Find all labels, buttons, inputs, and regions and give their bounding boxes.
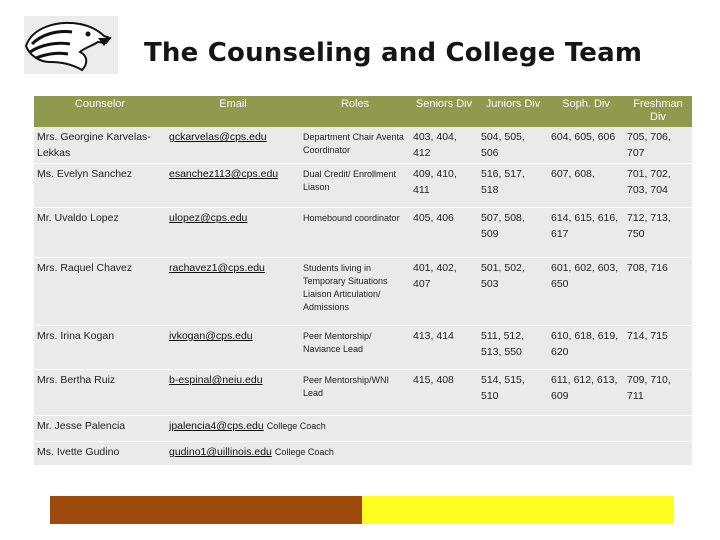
counseling-team-table xyxy=(34,96,692,466)
soph-cell: 611, 612, 613, 609 xyxy=(548,370,624,416)
counselor-name: Mr. Jesse Palencia xyxy=(34,416,166,442)
roles-cell: Dual Credit/ Enrollment Liason xyxy=(300,164,410,208)
table-row xyxy=(34,370,692,416)
seniors-cell: 403, 404, 412 xyxy=(410,127,478,164)
email-cell xyxy=(166,370,300,416)
coach-role: College Coach xyxy=(274,447,334,457)
email-cell xyxy=(166,127,300,164)
counselor-name: Ms. Ivette Gudino xyxy=(34,442,166,466)
coach-email-cell xyxy=(166,416,692,442)
juniors-cell: 516, 517, 518 xyxy=(478,164,548,208)
roles-cell: Homebound coordinator xyxy=(300,208,410,258)
header-freshman: Freshman Div xyxy=(624,96,692,127)
soph-cell: 614, 615, 616, 617 xyxy=(548,208,624,258)
footer-bar-yellow xyxy=(362,496,674,524)
email-link[interactable]: jpalencia4@cps.edu xyxy=(169,420,264,432)
email-link[interactable]: rachavez1@cps.edu xyxy=(169,262,265,274)
table-row xyxy=(34,326,692,370)
freshman-cell: 712, 713, 750 xyxy=(624,208,692,258)
table-row xyxy=(34,258,692,326)
header-roles: Roles xyxy=(300,96,410,127)
soph-cell: 607, 608, xyxy=(548,164,624,208)
email-cell xyxy=(166,258,300,326)
email-cell xyxy=(166,208,300,258)
juniors-cell: 501, 502, 503 xyxy=(478,258,548,326)
header-soph: Soph. Div xyxy=(548,96,624,127)
table-row xyxy=(34,127,692,164)
counselor-name: Mrs. Bertha Ruiz xyxy=(34,370,166,416)
table-row xyxy=(34,164,692,208)
juniors-cell: 504, 505, 506 xyxy=(478,127,548,164)
counselor-name: Ms. Evelyn Sanchez xyxy=(34,164,166,208)
table-row xyxy=(34,208,692,258)
eagle-logo-icon xyxy=(22,16,114,78)
table-row xyxy=(34,416,692,442)
seniors-cell: 415, 408 xyxy=(410,370,478,416)
seniors-cell: 401, 402, 407 xyxy=(410,258,478,326)
juniors-cell: 511, 512, 513, 550 xyxy=(478,326,548,370)
email-link[interactable]: gckarvelas@cps.edu xyxy=(169,131,267,143)
roles-cell: Students living in Temporary Situations Liaison Articulation/ Admissions xyxy=(300,258,410,326)
seniors-cell: 405, 406 xyxy=(410,208,478,258)
freshman-cell: 714, 715 xyxy=(624,326,692,370)
freshman-cell: 701, 702, 703, 704 xyxy=(624,164,692,208)
coach-role: College Coach xyxy=(266,421,326,431)
email-link[interactable]: esanchez113@cps.edu xyxy=(169,168,279,180)
freshman-cell: 705, 706, 707 xyxy=(624,127,692,164)
header-juniors: Juniors Div xyxy=(478,96,548,127)
email-link[interactable]: ivkogan@cps.edu xyxy=(169,330,253,342)
header-counselor: Counselor xyxy=(34,96,166,127)
email-link[interactable]: ulopez@cps.edu xyxy=(169,212,248,224)
table-row xyxy=(34,442,692,466)
email-link[interactable]: b-espinal@neiu.edu xyxy=(169,374,263,386)
juniors-cell: 514, 515, 510 xyxy=(478,370,548,416)
seniors-cell: 413, 414 xyxy=(410,326,478,370)
page-title: The Counseling and College Team xyxy=(144,38,643,68)
counselor-name: Mr. Uvaldo Lopez xyxy=(34,208,166,258)
table-header-row xyxy=(34,96,692,127)
soph-cell: 604, 605, 606 xyxy=(548,127,624,164)
freshman-cell: 708, 716 xyxy=(624,258,692,326)
header-email: Email xyxy=(166,96,300,127)
seniors-cell: 409, 410, 411 xyxy=(410,164,478,208)
roles-cell: Peer Mentorship/WNI Lead xyxy=(300,370,410,416)
juniors-cell: 507, 508, 509 xyxy=(478,208,548,258)
soph-cell: 601, 602, 603, 650 xyxy=(548,258,624,326)
counselor-name: Mrs. Georgine Karvelas-Lekkas xyxy=(34,127,166,164)
counselor-name: Mrs. Irina Kogan xyxy=(34,326,166,370)
soph-cell: 610, 618, 619, 620 xyxy=(548,326,624,370)
roles-cell: Department Chair Aventa Coordinator xyxy=(300,127,410,164)
email-link[interactable]: gudino1@uillinois.edu xyxy=(169,446,272,458)
coach-email-cell xyxy=(166,442,692,466)
email-cell xyxy=(166,164,300,208)
header-seniors: Seniors Div xyxy=(410,96,478,127)
email-cell xyxy=(166,326,300,370)
freshman-cell: 709, 710, 711 xyxy=(624,370,692,416)
counselor-name: Mrs. Raquel Chavez xyxy=(34,258,166,326)
footer-bar-brown xyxy=(50,496,362,524)
roles-cell: Peer Mentorship/ Naviance Lead xyxy=(300,326,410,370)
